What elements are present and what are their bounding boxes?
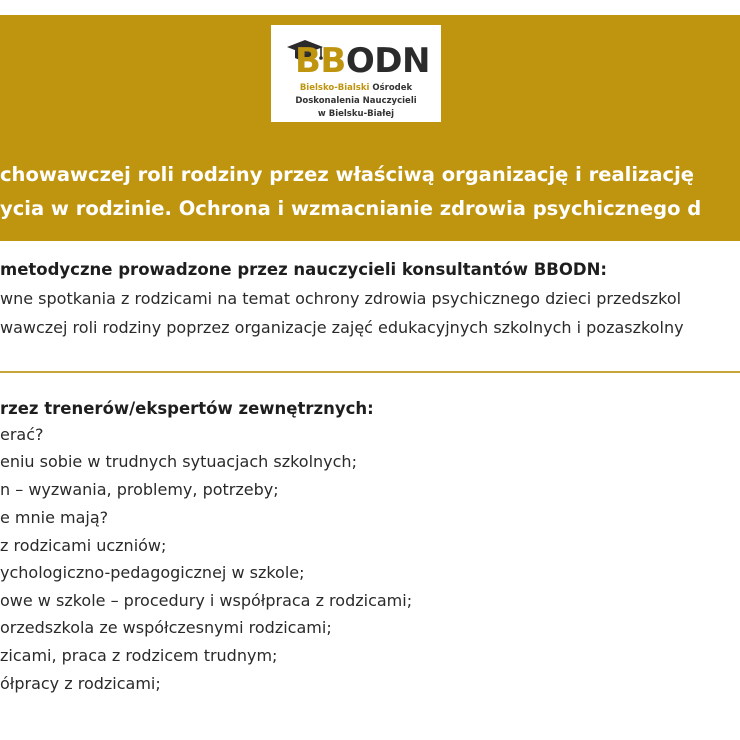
- logo-brand-dark: ODN: [345, 41, 430, 81]
- banner-title-line-1: chowawczej roli rodziny przez właściwą organizację i realizację: [0, 163, 694, 186]
- logo-line-1: [271, 83, 441, 94]
- section-2-item: zicami, praca z rodzicem trudnym;: [0, 646, 278, 665]
- logo-line-2: Doskonalenia Nauczycieli: [295, 96, 417, 106]
- section-1-heading: metodyczne prowadzone przez nauczycieli konsultantów BBODN:: [0, 260, 607, 279]
- section-2-item: erać?: [0, 425, 44, 444]
- section-2-item: n – wyzwania, problemy, potrzeby;: [0, 480, 279, 499]
- section-2-item: ychologiczno-pedagogicznej w szkole;: [0, 563, 305, 582]
- logo-line-1-dark: Ośrodek: [369, 83, 413, 93]
- section-2-item: eniu sobie w trudnych sytuacjach szkolnych;: [0, 452, 357, 471]
- logo-line-3: w Bielsku-Białej: [317, 109, 395, 119]
- section-1-item: wne spotkania z rodzicami na temat ochrony zdrowia psychicznego dzieci przedszkol: [0, 289, 682, 308]
- section-2-item: orzedszkola ze współczesnymi rodzicami;: [0, 618, 332, 637]
- bbodn-logo: [271, 25, 441, 122]
- section-2-item: ółpracy z rodzicami;: [0, 674, 161, 693]
- logo-line-1-gold: Bielsko-Bialski: [299, 83, 370, 93]
- section-1-item: wawczej roli rodziny poprzez organizacje zajęć edukacyjnych szkolnych i pozaszkolny: [0, 318, 684, 337]
- section-divider: [0, 371, 740, 373]
- section-2-heading: rzez trenerów/ekspertów zewnętrznych:: [0, 399, 374, 418]
- header-banner: [0, 15, 740, 241]
- section-2-item: z rodzicami uczniów;: [0, 536, 167, 555]
- section-2-item: e mnie mają?: [0, 508, 109, 527]
- logo-brand-gold: BB: [295, 41, 346, 81]
- section-2-item: owe w szkole – procedury i współpraca z rodzicami;: [0, 591, 413, 610]
- banner-title-line-2: ycia w rodzinie. Ochrona i wzmacnianie zdrowia psychicznego d: [0, 197, 702, 220]
- logo-wordmark: [295, 41, 430, 81]
